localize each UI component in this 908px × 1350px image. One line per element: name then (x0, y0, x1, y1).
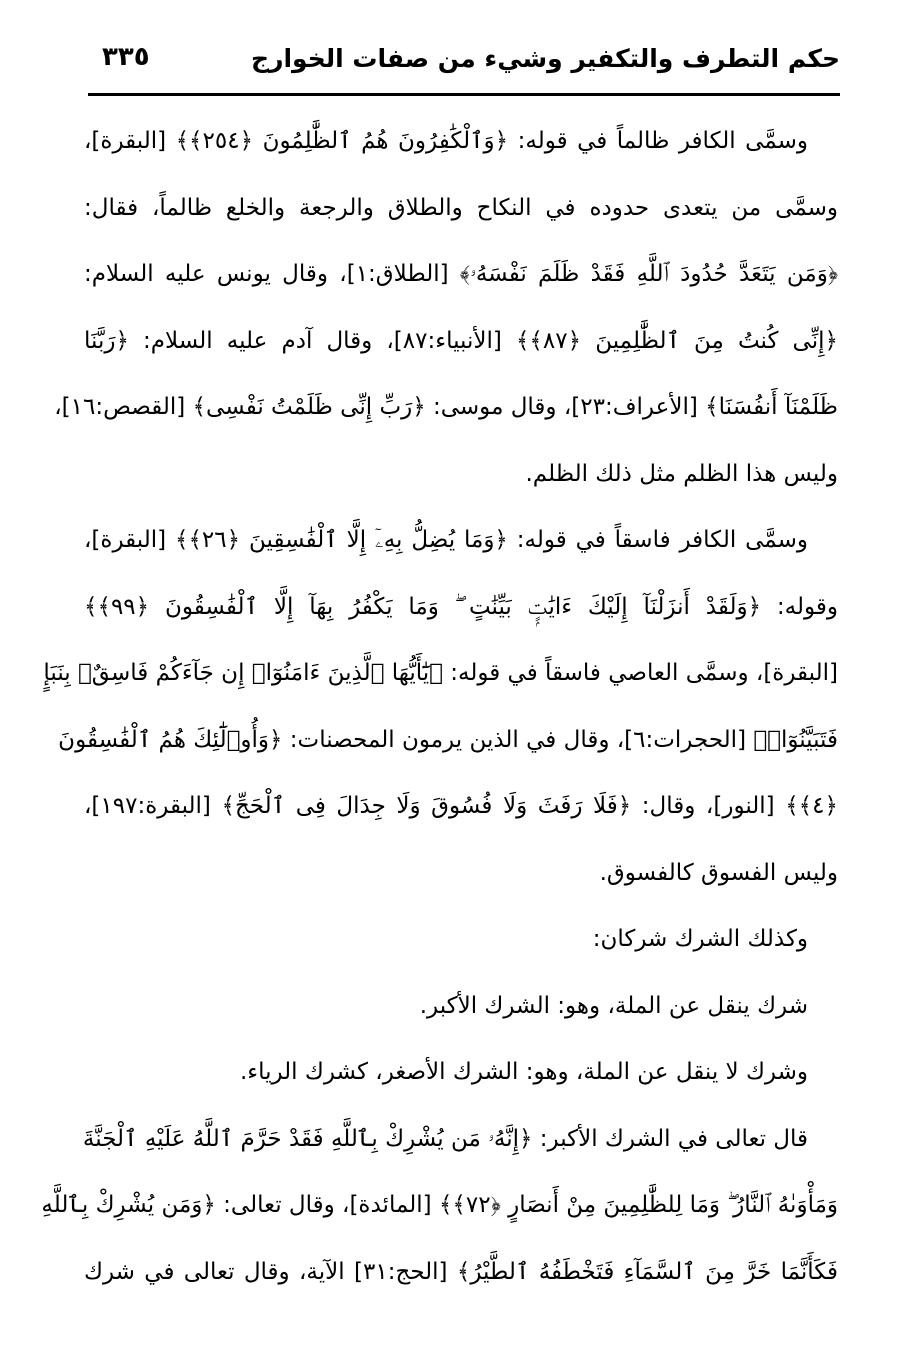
text-line: وسمَّى من يتعدى حدوده في النكاح والطلاق والرجعة والخلع ظالماً، فقال: (84, 194, 838, 221)
text-line: [البقرة]، وسمَّى العاصي فاسقاً في قوله: ﴿يَٰٓأَيُّهَا ٱلَّذِينَ ءَامَنُوٓا۟ إِن جَآءَكُمْ فَاسِقٌۢ بِنَبَإٍ (43, 660, 838, 686)
text-line: وشرك لا ينقل عن الملة، وهو: الشرك الأصغر، كشرك الرياء. (239, 1059, 808, 1085)
text-line: ﴿٤﴾﴾ [النور]، وقال: ﴿فَلَا رَفَثَ وَلَا فُسُوقَ وَلَا جِدَالَ فِى ٱلْحَجِّ﴾ [البقرة:١٩٧]، (84, 793, 838, 819)
text-line: ﴿إِنِّى كُنتُ مِنَ ٱلظَّٰلِمِينَ ﴿٨٧﴾﴾ [الأنبياء:٨٧]، وقال آدم عليه السلام: ﴿رَبَّنَا (84, 327, 838, 354)
text-line: وكذلك الشرك شركان: (592, 926, 808, 952)
text-line: ظَلَمْنَآ أَنفُسَنَا﴾ [الأعراف:٢٣]، وقال موسى: ﴿رَبِّ إِنِّى ظَلَمْتُ نَفْسِى﴾ [القصص:١٦]، (54, 394, 838, 420)
text-line: وليس هذا الظلم مثل ذلك الظلم. (525, 460, 838, 487)
text-line: فَتَبَيَّنُوٓا۟﴾ [الحجرات:٦]، وقال في الذين يرمون المحصنات: ﴿وَأُو۟لَٰٓئِكَ هُمُ ٱلْفَٰسِقُونَ (58, 726, 838, 753)
page-header (88, 40, 840, 96)
header-rule (88, 93, 840, 96)
running-title: حكم التطرف والتكفير وشيء من صفات الخوارج (251, 44, 840, 73)
text-line: شرك ينقل عن الملة، وهو: الشرك الأكبر. (419, 992, 808, 1019)
text-line: ﴿وَمَن يَتَعَدَّ حُدُودَ ٱللَّهِ فَقَدْ ظَلَمَ نَفْسَهُۥ﴾ [الطلاق:١]، وقال يونس عليه السلام: (84, 261, 838, 287)
text-line: قال تعالى في الشرك الأكبر: ﴿إِنَّهُۥ مَن يُشْرِكْ بِٱللَّهِ فَقَدْ حَرَّمَ ٱللَّهُ عَلَيْهِ ٱلْجَنَّةَ (82, 1125, 808, 1152)
text-line: وسمَّى الكافر فاسقاً في قوله: ﴿وَمَا يُضِلُّ بِهِۦٓ إِلَّا ٱلْفَٰسِقِينَ ﴿٢٦﴾﴾ [البقرة]، (84, 527, 808, 553)
page-number: ٣٣٥ (102, 42, 150, 72)
text-line: فَكَأَنَّمَا خَرَّ مِنَ ٱلسَّمَآءِ فَتَخْطَفُهُ ٱلطَّيْرُ﴾ [الحج:٣١] الآية، وقال تعالى في شرك (84, 1258, 838, 1285)
page-body (41, 108, 838, 1305)
text-line: وسمَّى الكافر ظالماً في قوله: ﴿وَٱلْكَٰفِرُونَ هُمُ ٱلظَّٰلِمُونَ ﴿٢٥٤﴾﴾ [البقرة]، (84, 128, 809, 154)
text-line: وقوله: ﴿وَلَقَدْ أَنزَلْنَآ إِلَيْكَ ءَايَٰتٍۭ بَيِّنَٰتٍ ۖ وَمَا يَكْفُرُ بِهَآ إِلَّا ٱلْفَٰسِقُونَ ﴿٩٩﴾﴾ (84, 593, 838, 620)
text-line: وليس الفسوق كالفسوق. (599, 859, 838, 886)
text-line: وَمَأْوَىٰهُ ٱلنَّارُ ۖ وَمَا لِلظَّٰلِمِينَ مِنْ أَنصَارٍ ﴿٧٢﴾﴾ [المائدة]، وقال تعالى: ﴿وَمَن يُشْرِكْ بِٱللَّهِ (41, 1192, 838, 1218)
